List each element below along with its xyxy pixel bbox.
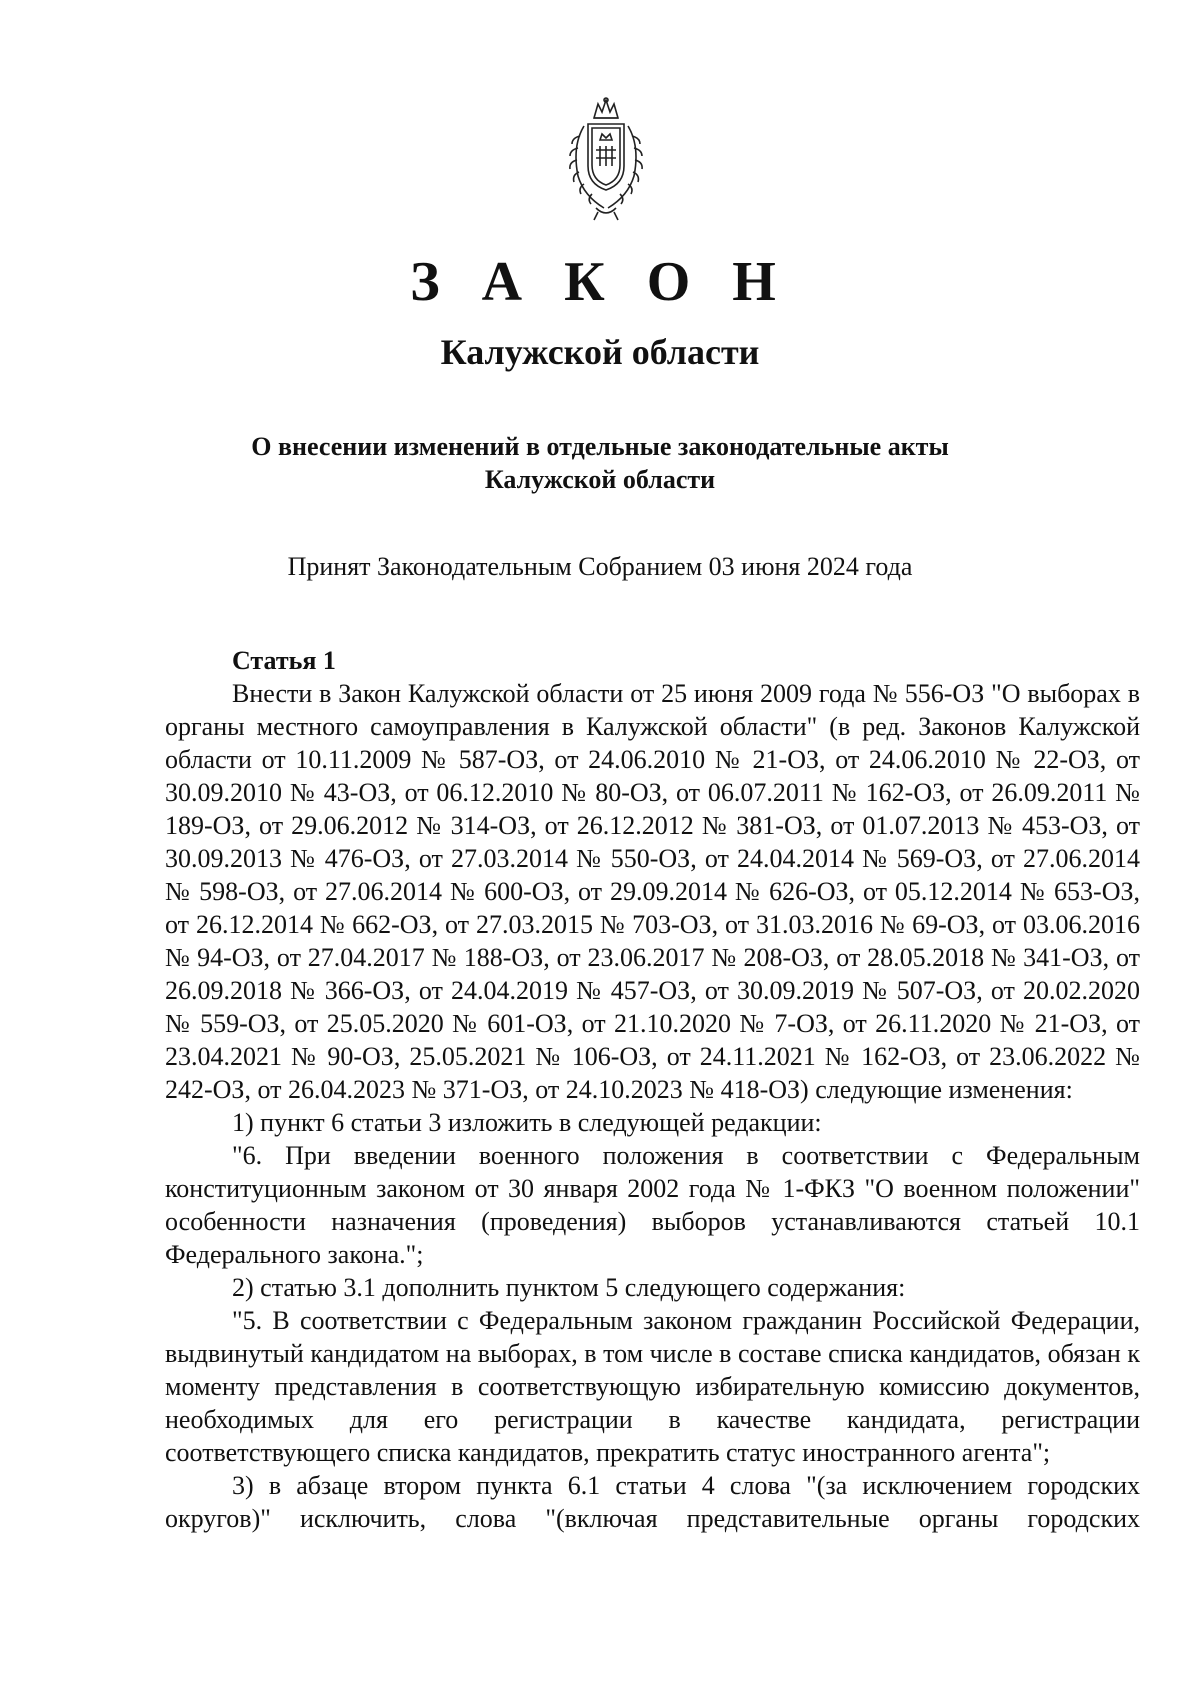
- law-heading-line1: О внесении изменений в отдельные законодательные акты: [251, 432, 949, 461]
- document-title: З А К О Н: [410, 251, 790, 313]
- article-title: Статья 1: [232, 646, 336, 675]
- document-body: [165, 644, 1140, 1535]
- coat-of-arms-emblem: [558, 96, 654, 222]
- item-3: 3) в абзаце втором пункта 6.1 статьи 4 слова "(за исключением городских округов)" исключить, слова "(включая представительные органы городских: [165, 1471, 1140, 1533]
- article-intro: Внести в Закон Калужской области от 25 июня 2009 года № 556-ОЗ "О выборах в органы местного самоуправления в Калужской области" (в ред. Законов Калужской области от 10.11.2009 № 587-ОЗ, от 24.06.2010 № 21-ОЗ, от 24.06.2010 № 22-ОЗ, от 30.09.2010 № 43-ОЗ, от 06.12.2010 № 80-ОЗ, от 06.07.2011 № 162-ОЗ, от 26.09.2011 № 189-ОЗ, от 29.06.2012 № 314-ОЗ, от 26.12.2012 № 381-ОЗ, от 01.07.2013 № 453-ОЗ, от 30.09.2013 № 476-ОЗ, от 27.03.2014 № 550-ОЗ, от 24.04.2014 № 569-ОЗ, от 27.06.2014 № 598-ОЗ, от 27.06.2014 № 600-ОЗ, от 29.09.2014 № 626-ОЗ, от 05.12.2014 № 653-ОЗ, от 26.12.2014 № 662-ОЗ, от 27.03.2015 № 703-ОЗ, от 31.03.2016 № 69-ОЗ, от 03.06.2016 № 94-ОЗ, от 27.04.2017 № 188-ОЗ, от 23.06.2017 № 208-ОЗ, от 28.05.2018 № 341-ОЗ, от 26.09.2018 № 366-ОЗ, от 24.04.2019 № 457-ОЗ, от 30.09.2019 № 507-ОЗ, от 20.02.2020 № 559-ОЗ, от 25.05.2020 № 601-ОЗ, от 21.10.2020 № 7-ОЗ, от 26.11.2020 № 21-ОЗ, от 23.04.2021 № 90-ОЗ, 25.05.2021 № 106-ОЗ, от 24.11.2021 № 162-ОЗ, от 23.06.2022 № 242-ОЗ, от 26.04.2023 № 371-ОЗ, от 24.10.2023 № 418-ОЗ) следующие изменения:: [165, 679, 1140, 1104]
- law-heading-line2: Калужской области: [484, 465, 716, 494]
- item-2: 2) статью 3.1 дополнить пунктом 5 следующего содержания:: [232, 1273, 906, 1302]
- item-2-text: "5. В соответствии с Федеральным законом гражданин Российской Федерации, выдвинутый кандидатом на выборах, в том числе в составе списка кандидатов, обязан к моменту представления в соответствующую избирательную комиссию документов, необходимых для его регистрации в качестве кандидата, регистрации соответствующего списка кандидатов, прекратить статус иностранного агента";: [165, 1306, 1140, 1467]
- item-1-text: "6. При введении военного положения в соответствии с Федеральным конституционным законом от 30 января 2002 года № 1-ФКЗ "О военном положении" особенности назначения (проведения) выборов устанавливаются статьей 10.1 Федерального закона.";: [165, 1141, 1140, 1269]
- law-heading: [0, 430, 1200, 496]
- region-subtitle: Калужской области: [440, 332, 760, 372]
- adoption-note: Принят Законодательным Собранием 03 июня 2024 года: [287, 552, 913, 581]
- item-1: 1) пункт 6 статьи 3 изложить в следующей редакции:: [232, 1108, 822, 1137]
